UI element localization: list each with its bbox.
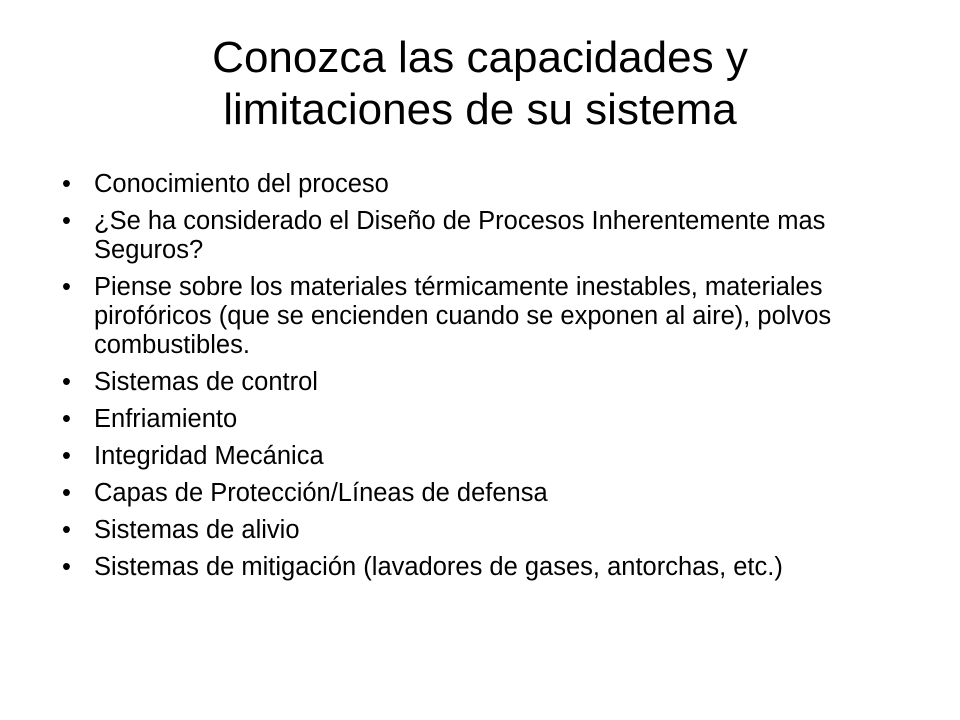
bullet-text: Integridad Mecánica: [94, 442, 324, 470]
bullet-item: [62, 405, 902, 434]
bullet-text: Piense sobre los materiales térmicamente inestables, materiales pirofóricos (que se encienden cuando se exponen al aire), polvos combustibles.: [94, 273, 832, 359]
bullet-text: Conocimiento del proceso: [94, 170, 389, 198]
bullet-list: [62, 170, 902, 590]
bullet-text: ¿Se ha considerado el Diseño de Procesos Inherentemente mas Seguros?: [94, 207, 826, 264]
bullet-item: [62, 273, 902, 360]
bullet-dot-icon: •: [62, 207, 71, 235]
bullet-item: [62, 170, 902, 199]
bullet-item: [62, 516, 902, 545]
bullet-dot-icon: •: [62, 405, 71, 433]
bullet-dot-icon: •: [62, 273, 71, 301]
bullet-text: Capas de Protección/Líneas de defensa: [94, 479, 548, 507]
bullet-dot-icon: •: [62, 516, 71, 544]
bullet-item: [62, 368, 902, 397]
bullet-dot-icon: •: [62, 442, 71, 470]
bullet-dot-icon: •: [62, 479, 71, 507]
bullet-text: Sistemas de mitigación (lavadores de gases, antorchas, etc.): [94, 553, 783, 581]
slide-title-line: limitaciones de su sistema: [223, 85, 737, 134]
bullet-dot-icon: •: [62, 368, 71, 396]
bullet-dot-icon: •: [62, 170, 71, 198]
bullet-item: [62, 553, 902, 582]
slide-title: [72, 32, 888, 136]
bullet-text: Sistemas de alivio: [94, 516, 300, 544]
slide-title-line: Conozca las capacidades y: [212, 33, 748, 82]
bullet-text: Enfriamiento: [94, 405, 238, 433]
bullet-dot-icon: •: [62, 553, 71, 581]
bullet-item: [62, 479, 902, 508]
bullet-item: [62, 442, 902, 471]
bullet-item: [62, 207, 902, 265]
bullet-text: Sistemas de control: [94, 368, 318, 396]
